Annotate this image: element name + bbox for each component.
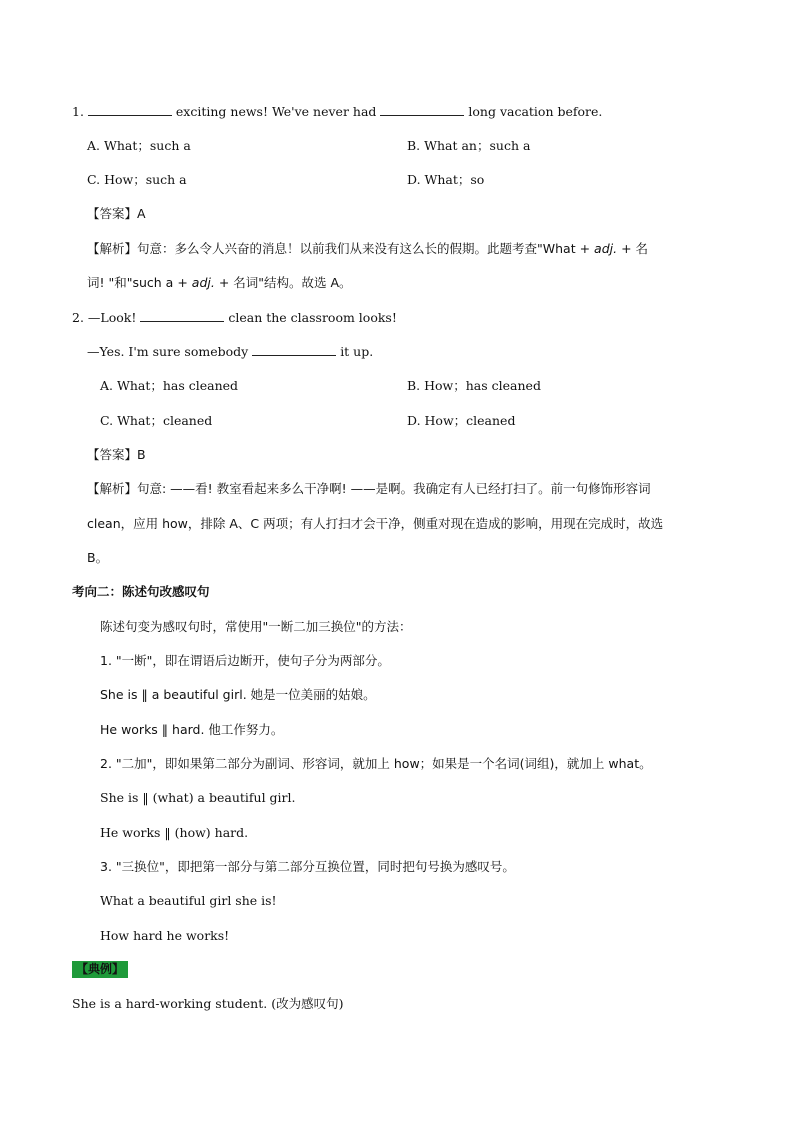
question-2-line	[72, 309, 397, 327]
adj-abbrev: adj.	[594, 241, 618, 256]
option-a[interactable]: A. What；such a	[87, 138, 191, 153]
question-text: —Yes. I'm sure somebody	[87, 344, 249, 359]
explanation-line: B。	[87, 550, 109, 565]
typical-example-tag: 【典例】	[72, 961, 128, 978]
option-b[interactable]: B. What an；such a	[407, 138, 531, 153]
option-d[interactable]: D. What；so	[407, 172, 485, 187]
dialogue-line	[87, 343, 373, 361]
question-text: it up.	[340, 344, 374, 359]
explanation-line	[87, 274, 352, 292]
question-text: —Look!	[87, 310, 137, 325]
example-line: He works ‖ hard. 他工作努力。	[100, 722, 284, 737]
option-c[interactable]: C. What；cleaned	[100, 413, 213, 428]
explanation-line	[87, 240, 648, 258]
question-text: clean the classroom looks!	[228, 310, 397, 325]
example-line: She is ‖ a beautiful girl. 她是一位美丽的姑娘。	[100, 687, 376, 702]
explanation-line: 【解析】句意: ——看! 教室看起来多么干净啊! ——是啊。我确定有人已经打扫了。前一句修饰形容词	[87, 481, 651, 496]
explanation-text: 【解析】句意：多么令人兴奋的消息！以前我们从来没有这么长的假期。此题考查"What +	[87, 241, 591, 256]
example-line: How hard he works!	[100, 928, 230, 943]
step-1: 1. "一断"，即在谓语后边断开，使句子分为两部分。	[100, 653, 390, 668]
option-b[interactable]: B. How；has cleaned	[407, 378, 541, 393]
example-line: He works ‖ (how) hard.	[100, 825, 249, 840]
section-intro: 陈述句变为感叹句时，常使用"一断二加三换位"的方法：	[100, 619, 412, 634]
explanation-text: 词! "和"such a +	[87, 275, 188, 290]
explanation-text: + 名	[621, 241, 649, 256]
answer-blank[interactable]	[252, 343, 336, 356]
option-c[interactable]: C. How；such a	[87, 172, 187, 187]
answer-blank[interactable]	[88, 103, 172, 116]
question-number: 1.	[72, 104, 84, 119]
example-line: What a beautiful girl she is!	[100, 893, 277, 908]
option-a[interactable]: A. What；has cleaned	[100, 378, 239, 393]
question-1-line	[72, 103, 602, 121]
option-d[interactable]: D. How；cleaned	[407, 413, 516, 428]
example-line: She is ‖ (what) a beautiful girl.	[100, 790, 296, 805]
question-number: 2.	[72, 310, 84, 325]
step-2: 2. "二加"，即如果第二部分为副词、形容词，就加上 how；如果是一个名词(词组)，就加上 what。	[100, 756, 652, 771]
explanation-text: + 名词"结构。故选 A。	[218, 275, 352, 290]
question-text: long vacation before.	[468, 104, 603, 119]
section-heading: 考向二：陈述句改感叹句	[72, 584, 210, 599]
answer-label: 【答案】A	[87, 206, 146, 221]
answer-blank[interactable]	[140, 309, 224, 322]
example-sentence: She is a hard-working student. (改为感叹句)	[72, 996, 344, 1011]
explanation-line: clean，应用 how，排除 A、C 两项；有人打扫才会干净，侧重对现在造成的影响，用现在完成时，故选	[87, 516, 664, 531]
adj-abbrev: adj.	[191, 275, 215, 290]
answer-label: 【答案】B	[87, 447, 146, 462]
question-text: exciting news! We've never had	[175, 104, 377, 119]
step-3: 3. "三换位"，即把第一部分与第二部分互换位置，同时把句号换为感叹号。	[100, 859, 515, 874]
answer-blank[interactable]	[380, 103, 464, 116]
